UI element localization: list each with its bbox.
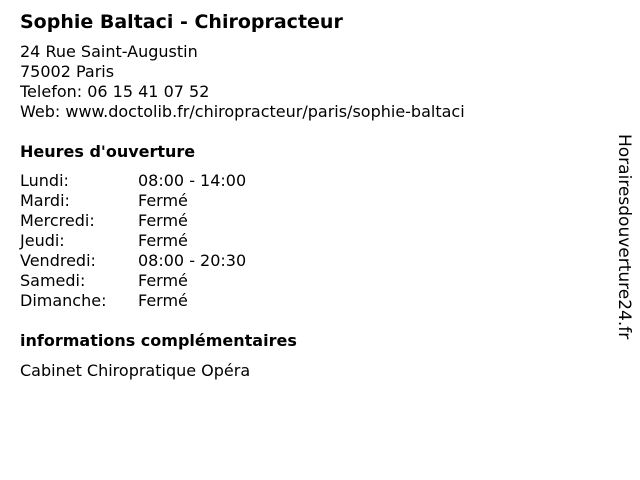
hours-day: Vendredi:: [20, 251, 96, 270]
hours-row-sunday: [20, 291, 600, 311]
additional-info-title: informations complémentaires: [20, 331, 297, 350]
business-card: [20, 10, 600, 381]
hours-time: Fermé: [138, 191, 188, 210]
hours-row-wednesday: [20, 211, 600, 231]
hours-time: Fermé: [138, 271, 188, 290]
business-title: Sophie Baltaci - Chiropracteur: [20, 11, 343, 33]
hours-row-friday: [20, 251, 600, 271]
phone-line: Telefon: 06 15 41 07 52: [20, 82, 210, 101]
hours-day: Lundi:: [20, 171, 69, 190]
hours-row-tuesday: [20, 191, 600, 211]
hours-row-saturday: [20, 271, 600, 291]
additional-info-text: Cabinet Chiropratique Opéra: [20, 361, 251, 380]
hours-day: Mercredi:: [20, 211, 95, 230]
web-line: Web: www.doctolib.fr/chiropracteur/paris/sophie-baltaci: [20, 102, 465, 121]
hours-time: Fermé: [138, 231, 188, 250]
hours-time: 08:00 - 14:00: [138, 171, 247, 190]
address-line-2: 75002 Paris: [20, 62, 115, 81]
hours-time: Fermé: [138, 211, 188, 230]
hours-day: Dimanche:: [20, 291, 107, 310]
opening-hours-title: Heures d'ouverture: [20, 142, 196, 161]
opening-hours-list: [20, 171, 600, 311]
hours-time: 08:00 - 20:30: [138, 251, 247, 270]
hours-row-thursday: [20, 231, 600, 251]
address-line-1: 24 Rue Saint-Augustin: [20, 42, 198, 61]
hours-row-monday: [20, 171, 600, 191]
site-watermark: Horairesdouverture24.fr: [614, 134, 634, 340]
hours-day: Samedi:: [20, 271, 86, 290]
hours-day: Jeudi:: [20, 231, 65, 250]
hours-day: Mardi:: [20, 191, 70, 210]
hours-time: Fermé: [138, 291, 188, 310]
